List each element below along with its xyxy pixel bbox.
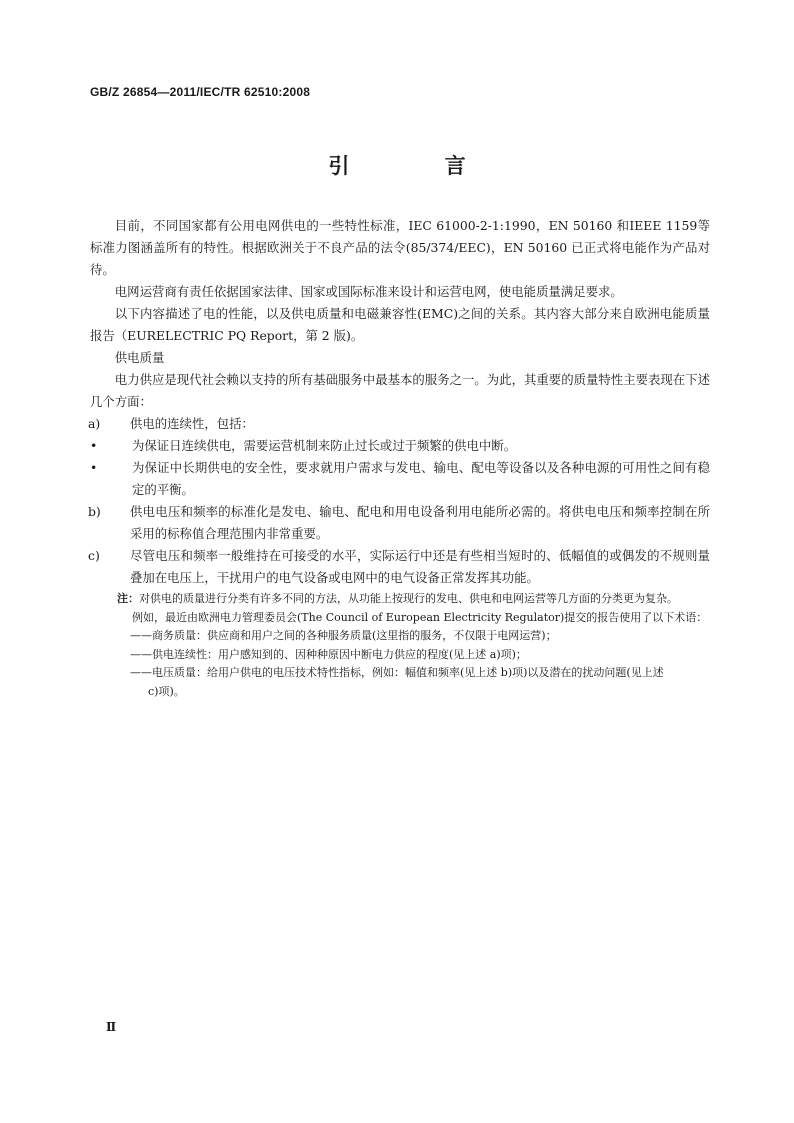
paragraph-scope: 以下内容描述了电的性能，以及供电质量和电磁兼容性(EMC)之间的关系。其内容大部分来自欧洲电能质量报告（EURELECTRIC PQ Report，第 2 版)。 (90, 306, 710, 343)
list-text: 供电的连续性，包括： (130, 416, 254, 431)
list-text: 为保证中长期供电的安全性，要求就用户需求与发电、输电、配电等设备以及各种电源的可用性之间有稳定的平衡。 (132, 460, 710, 497)
note-label: 注： (117, 592, 139, 605)
note-first-line (90, 590, 710, 609)
section-title: 引 言 (328, 154, 510, 178)
document-header: GB/Z 26854—2011/IEC/TR 62510:2008 (90, 85, 311, 99)
document-body (90, 215, 710, 701)
list-marker: b) (88, 504, 101, 519)
bullet-icon: • (90, 438, 98, 453)
list-item-a (90, 413, 710, 435)
note-text: 对供电的质量进行分类有许多不同的方法，从功能上按现行的发电、供电和电网运营等几方面的分类更为复杂。 (139, 592, 678, 605)
note-dash-continuity: ——供电连续性：用户感知到的、因种种原因中断电力供应的程度(见上述 a)项)； (130, 647, 527, 661)
list-item-b (90, 501, 710, 545)
list-marker: a) (88, 416, 101, 431)
note-block (90, 590, 710, 701)
note-line-2: 例如，最近由欧洲电力管理委员会(The Council of European Electricity Regulator)提交的报告使用了以下术语： (132, 610, 708, 624)
bullet-icon: • (90, 460, 98, 475)
subheading-supply-quality: 供电质量 (114, 350, 165, 365)
list-item-bullet-1 (90, 435, 710, 457)
note-dash-voltage-cont: c)项)。 (148, 684, 185, 698)
list-marker: c) (88, 548, 100, 563)
paragraph-intro: 目前，不同国家都有公用电网供电的一些特性标准，IEC 61000-2-1:1990，EN 50160 和IEEE 1159等标准力图涵盖所有的特性。根据欧洲关于不良产品的法令(85/374/EEC)，EN 50160 已正式将电能作为产品对待。 (90, 218, 710, 277)
list-text: 尽管电压和频率一般维持在可接受的水平，实际运行中还是有些相当短时的、低幅值的或偶发的不规则量叠加在电压上，干扰用户的电气设备或电网中的电气设备正常发挥其功能。 (130, 548, 710, 585)
paragraph-operator-duty: 电网运营商有责任依据国家法律、国家或国际标准来设计和运营电网，使电能质量满足要求。 (114, 284, 623, 299)
list-text: 供电电压和频率的标准化是发电、输电、配电和用电设备利用电能所必需的。将供电电压和频率控制在所采用的标称值合理范围内非常重要。 (130, 504, 710, 541)
list-text: 为保证日连续供电，需要运营机制来防止过长或过于频繁的供电中断。 (132, 438, 517, 453)
note-dash-commercial: ——商务质量：供应商和用户之间的各种服务质量(这里指的服务，不仅限于电网运营)； (130, 629, 557, 642)
list-item-c (90, 545, 710, 589)
paragraph-supply-importance: 电力供应是现代社会赖以支持的所有基础服务中最基本的服务之一。为此，其重要的质量特性主要表现在下述几个方面： (90, 372, 710, 409)
list-item-bullet-2 (90, 457, 710, 501)
page-number: Ⅱ (106, 1020, 117, 1034)
note-dash-voltage: ——电压质量：给用户供电的电压技术特性指标，例如：幅值和频率(见上述 b)项)以及潜在的扰动问题(见上述 (130, 666, 664, 679)
